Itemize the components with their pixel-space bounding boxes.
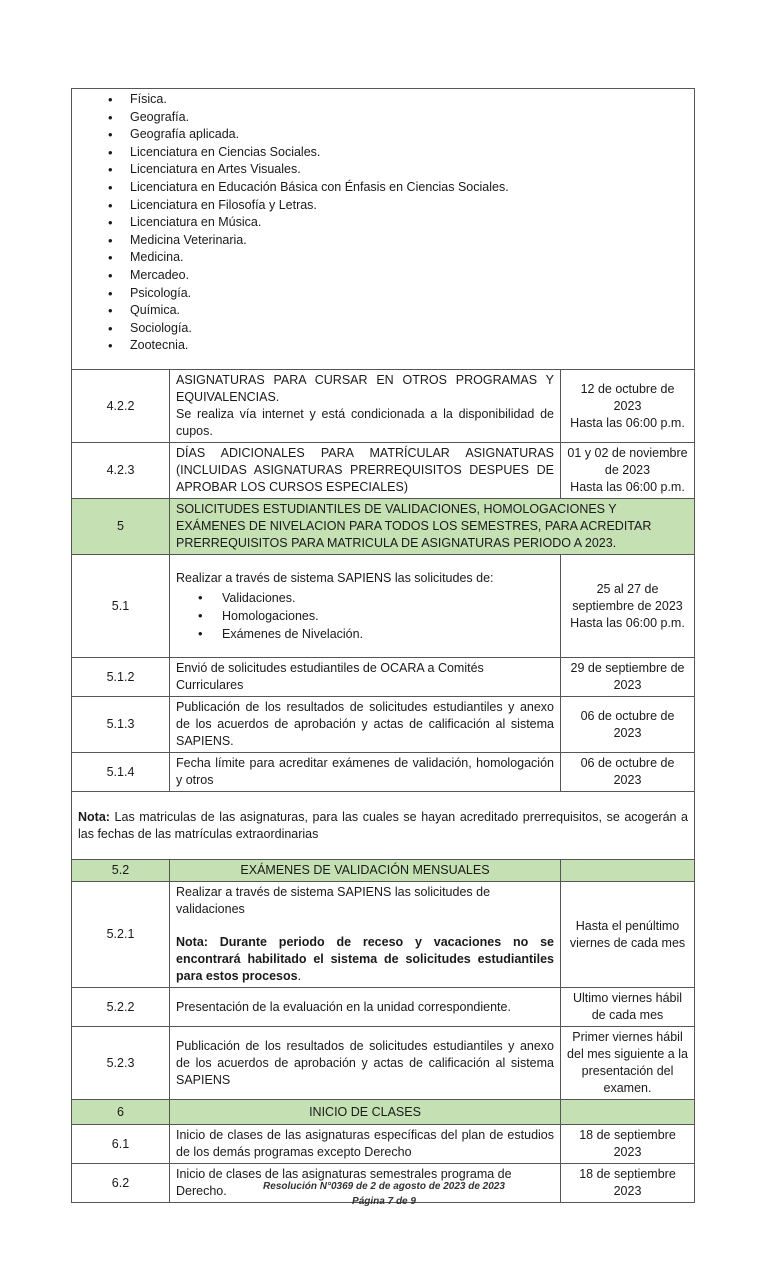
list-item: • Medicina.	[108, 250, 184, 266]
careers-row	[72, 89, 695, 370]
row-date: 06 de octubre de 2023	[561, 753, 695, 792]
list-item: • Geografía.	[108, 109, 190, 125]
table-row	[72, 988, 695, 1027]
row-number: 4.2.3	[72, 443, 170, 499]
section-header-row	[72, 1100, 695, 1125]
row-title: DÍAS ADICIONALES PARA MATRÍCULAR ASIGNATURAS (INCLUIDAS ASIGNATURAS PRERREQUISITOS DESPUES DE APROBAR LOS CURSOS ESPECIALES)	[170, 443, 561, 499]
section-blank	[561, 1100, 695, 1125]
row-date: 12 de octubre de 2023 Hasta las 06:00 p.m.	[561, 370, 695, 443]
section-number: 6	[72, 1100, 170, 1125]
section-title: INICIO DE CLASES	[170, 1100, 561, 1125]
list-item: • Validaciones.	[198, 589, 296, 605]
list-item: • Geografía aplicada.	[108, 127, 240, 143]
list-item: • Homologaciones.	[198, 607, 319, 623]
row-description: Envió de solicitudes estudiantiles de OCARA a Comités Curriculares	[170, 658, 561, 697]
list-item: • Psicología.	[108, 285, 192, 301]
list-item: • Zootecnia.	[108, 338, 189, 354]
row-description: Publicación de los resultados de solicitudes estudiantiles y anexo de los acuerdos de aprobación y actas de calificación al sistema SAPIENS	[170, 1027, 561, 1100]
table-row	[72, 753, 695, 792]
row-number: 5.2.1	[72, 882, 170, 988]
table-row	[72, 658, 695, 697]
section-header-row	[72, 860, 695, 882]
note-row	[72, 792, 695, 860]
row-number: 6.1	[72, 1125, 170, 1164]
row-description	[170, 370, 561, 443]
list-item: • Física.	[108, 92, 167, 107]
row-date: 18 de septiembre 2023	[561, 1125, 695, 1164]
calendar-table	[71, 88, 695, 1203]
list-item: • Licenciatura en Artes Visuales.	[108, 162, 301, 178]
table-row	[72, 882, 695, 988]
row-description: Presentación de la evaluación en la unidad correspondiente.	[170, 988, 561, 1027]
request-list	[176, 589, 554, 643]
row-note: Nota: Durante periodo de receso y vacaciones no se encontrará habilitado el sistema de solicitudes estudiantiles para estos procesos	[176, 935, 554, 983]
list-item: • Licenciatura en Educación Básica con Énfasis en Ciencias Sociales.	[108, 179, 509, 195]
row-number: 5.1.4	[72, 753, 170, 792]
row-number: 5.1.2	[72, 658, 170, 697]
section-header-row	[72, 499, 695, 555]
row-number: 5.2.3	[72, 1027, 170, 1100]
row-number: 4.2.2	[72, 370, 170, 443]
row-date: 06 de octubre de 2023	[561, 697, 695, 753]
row-title: ASIGNATURAS PARA CURSAR EN OTROS PROGRAMAS Y EQUIVALENCIAS.	[176, 373, 554, 404]
row-date: 01 y 02 de noviembre de 2023 Hasta las 06:00 p.m.	[561, 443, 695, 499]
table-row	[72, 370, 695, 443]
section-number: 5.2	[72, 860, 170, 882]
list-item: • Licenciatura en Filosofía y Letras.	[108, 197, 317, 213]
footer-page-number: Página 7 de 9	[352, 1196, 416, 1207]
row-date: 25 al 27 de septiembre de 2023 Hasta las 06:00 p.m.	[561, 555, 695, 658]
row-description: Publicación de los resultados de solicitudes estudiantiles y anexo de los acuerdos de aprobación y actas de calificación al sistema SAPIENS.	[170, 697, 561, 753]
section-number: 5	[72, 499, 170, 555]
list-item: • Licenciatura en Ciencias Sociales.	[108, 144, 321, 160]
table-row	[72, 697, 695, 753]
list-item: • Química.	[108, 303, 181, 319]
section-title: EXÁMENES DE VALIDACIÓN MENSUALES	[170, 860, 561, 882]
list-item: • Sociología.	[108, 320, 192, 336]
row-date: Ultimo viernes hábil de cada mes	[561, 988, 695, 1027]
row-date: 18 de septiembre 2023	[561, 1164, 695, 1203]
list-item: • Medicina Veterinaria.	[108, 232, 247, 248]
row-description: Inicio de clases de las asignaturas semestrales programa de Derecho.	[170, 1164, 561, 1203]
list-item: • Licenciatura en Música.	[108, 215, 262, 231]
row-date: Hasta el penúltimo viernes de cada mes	[561, 882, 695, 988]
careers-list	[78, 91, 688, 355]
row-number: 5.1	[72, 555, 170, 658]
table-row	[72, 1125, 695, 1164]
row-date: Primer viernes hábil del mes siguiente a la presentación del examen.	[561, 1027, 695, 1100]
row-description: Realizar a través de sistema SAPIENS las solicitudes de validaciones Nota: Durante periodo de receso y vacaciones no se encontrará habilitado el sistema de solicitudes estudiantiles para estos procesos.	[170, 882, 561, 988]
row-description: Inicio de clases de las asignaturas específicas del plan de estudios de los demás programas excepto Derecho	[170, 1125, 561, 1164]
row-description: Realizar a través de sistema SAPIENS las solicitudes de: • Validaciones. • Homologaciones. • Exámenes de Nivelación.	[170, 555, 561, 658]
list-item: • Exámenes de Nivelación.	[198, 625, 364, 641]
row-number: 6.2	[72, 1164, 170, 1203]
table-row	[72, 1027, 695, 1100]
row-date: 29 de septiembre de 2023	[561, 658, 695, 697]
note-text: Nota: Las matriculas de las asignaturas, para las cuales se hayan acreditado prerrequisitos, se acogerán a las fechas de las matrículas extraordinarias	[72, 792, 695, 860]
footer-resolution: Resolución N°0369 de 2 de agosto de 2023 de 2023	[263, 1181, 505, 1192]
row-number: 5.1.3	[72, 697, 170, 753]
row-number: 5.2.2	[72, 988, 170, 1027]
list-item: • Mercadeo.	[108, 267, 190, 283]
table-row	[72, 443, 695, 499]
row-detail: Se realiza vía internet y está condicionada a la disponibilidad de cupos.	[176, 407, 554, 438]
table-row	[72, 555, 695, 658]
section-blank	[561, 860, 695, 882]
row-description: Fecha límite para acreditar exámenes de validación, homologación y otros	[170, 753, 561, 792]
section-title: SOLICITUDES ESTUDIANTILES DE VALIDACIONES, HOMOLOGACIONES Y EXÁMENES DE NIVELACION PARA TODOS LOS SEMESTRES, PARA ACREDITAR PRERREQUISITOS PARA MATRICULA DE ASIGNATURAS PERIODO A 2023.	[170, 499, 695, 555]
